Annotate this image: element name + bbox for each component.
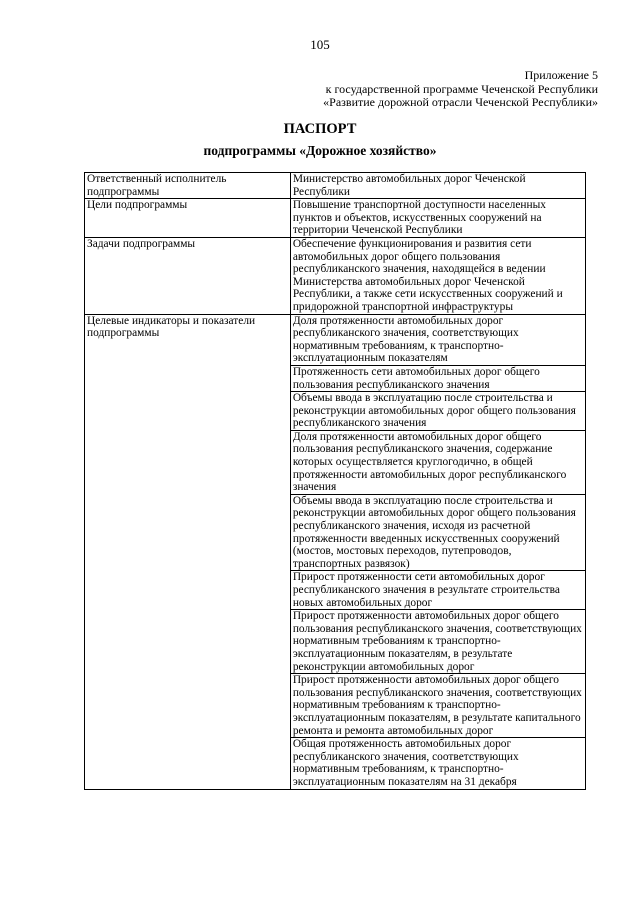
responsible-value: Министерство автомобильных дорог Чеченской Республики	[290, 173, 585, 199]
table-row	[85, 199, 586, 238]
indicator-cell: Протяженность сети автомобильных дорог общего пользования республиканского значения	[290, 365, 585, 391]
indicator-cell: Прирост протяженности сети автомобильных дорог республиканского значения в результате строительства новых автомобильных дорог	[290, 571, 585, 610]
appendix-line-2: к государственной программе Чеченской Республики	[325, 81, 598, 96]
passport-table	[84, 172, 586, 790]
page-title: ПАСПОРТ	[283, 121, 357, 137]
tasks-value: Обеспечение функционирования и развития сети автомобильных дорог общего пользования республиканского значения, находящейся в ведении Министерства автомобильных дорог Чеченской Республики, а также сети искусственных сооружений и придорожной транспортной инфраструктуры	[290, 237, 585, 314]
goals-value: Повышение транспортной доступности населенных пунктов и объектов, искусственных сооружений на территории Чеченской Республики	[290, 199, 585, 238]
table-row	[85, 314, 586, 365]
page-subtitle: подпрограммы «Дорожное хозяйство»	[203, 143, 437, 158]
indicator-cell: Доля протяженности автомобильных дорог общего пользования республиканского значения, содержание которых осуществляется круглогодично, в общей протяженности автомобильных дорог республиканского значения	[290, 430, 585, 494]
indicators-label: Целевые индикаторы и показатели подпрограммы	[85, 314, 291, 789]
indicator-cell: Прирост протяженности автомобильных дорог общего пользования республиканского значения, соответствующих нормативным требованиям к транспортно-эксплуатационным показателям, в результате капитального ремонта и ремонта автомобильных дорог	[290, 674, 585, 738]
indicator-cell: Объемы ввода в эксплуатацию после строительства и реконструкции автомобильных дорог общего пользования республиканского значения	[290, 392, 585, 431]
indicator-cell: Объемы ввода в эксплуатацию после строительства и реконструкции автомобильных дорог общего пользования республиканского значения, исходя из расчетной протяженности введенных искусственных сооружений (мостов, мостовых переходов, путепроводов, транспортных развязок)	[290, 494, 585, 571]
goals-label: Цели подпрограммы	[85, 199, 291, 238]
responsible-label: Ответственный исполнитель подпрограммы	[85, 173, 291, 199]
page-number: 105	[310, 37, 330, 52]
table-row	[85, 173, 586, 199]
appendix-line-1: Приложение 5	[524, 68, 598, 82]
indicator-cell: Доля протяженности автомобильных дорог республиканского значения, соответствующих нормативным требованиям, к транспортно-эксплуатационным показателям	[290, 314, 585, 365]
indicator-cell: Общая протяженность автомобильных дорог республиканского значения, соответствующих нормативным требованиям, к транспортно-эксплуатационным показателям на 31 декабря	[290, 738, 585, 789]
tasks-label: Задачи подпрограммы	[85, 237, 291, 314]
appendix-line-3: «Развитие дорожной отрасли Чеченской Республики»	[323, 95, 598, 109]
table-row	[85, 237, 586, 314]
indicator-cell: Прирост протяженности автомобильных дорог общего пользования республиканского значения, соответствующих нормативным требованиям к транспортно-эксплуатационным показателям, в результате реконструкции автомобильных дорог	[290, 610, 585, 674]
appendix-block	[323, 69, 598, 110]
